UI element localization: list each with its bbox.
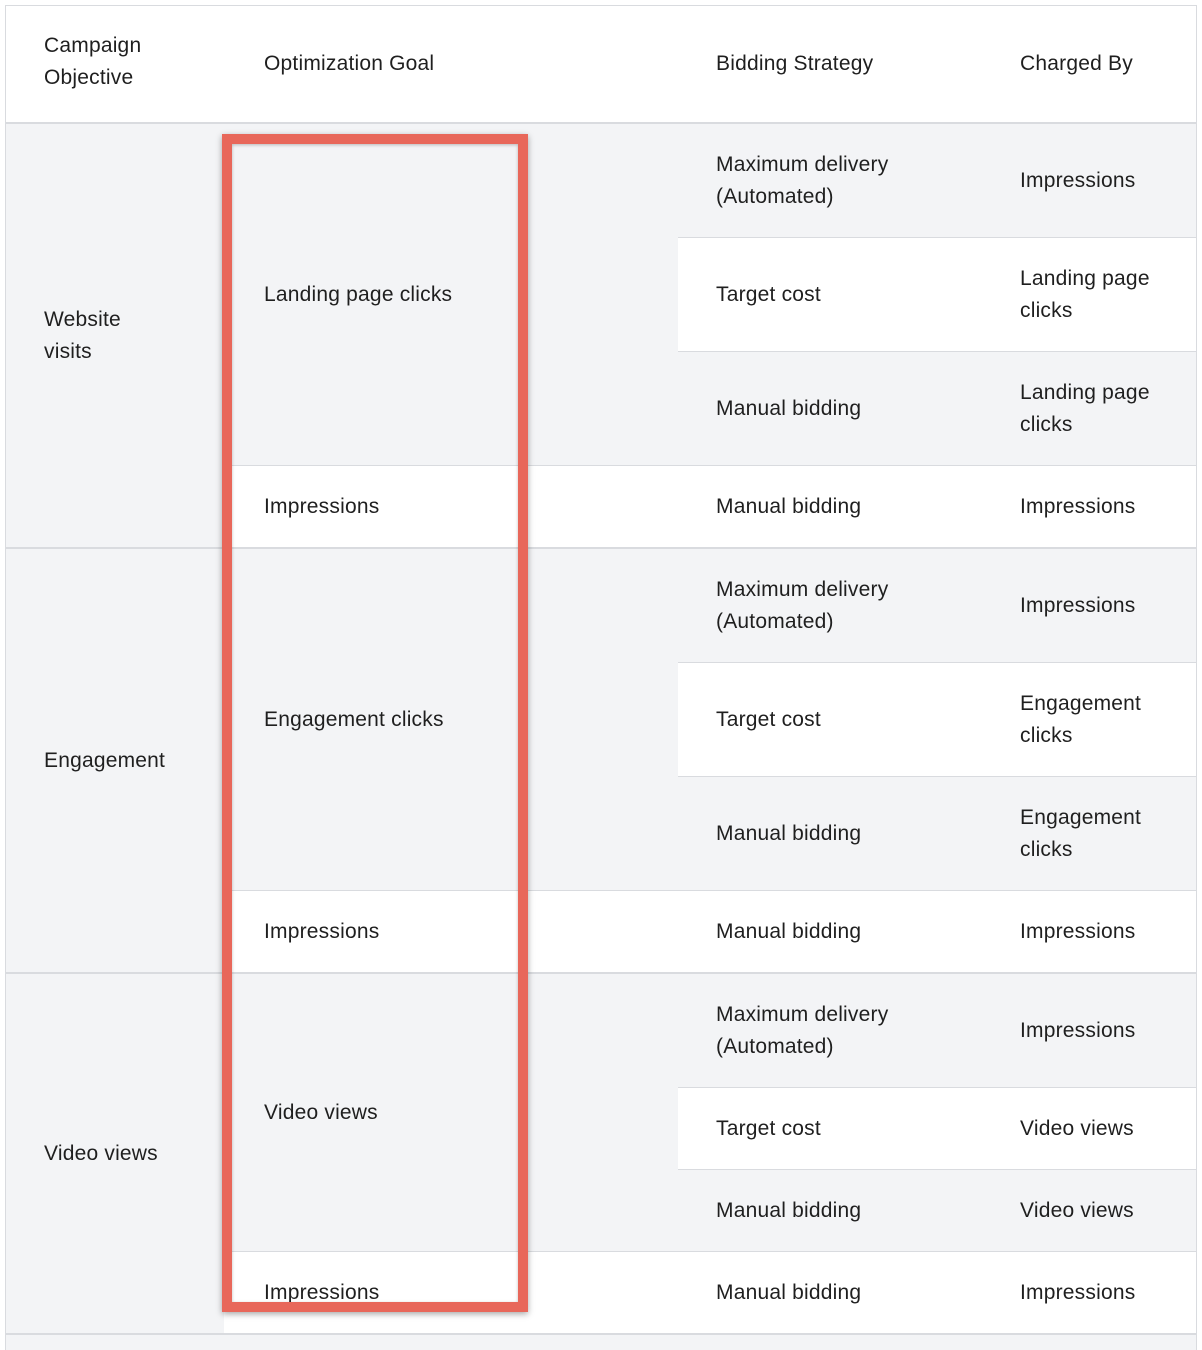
charged-by-cell-text: Engagement clicks (1020, 692, 1142, 747)
charged-by-cell (980, 549, 1196, 663)
charged-by-cell (980, 777, 1196, 891)
charged-by-cell (980, 466, 1196, 548)
charged-by-cell-text: Impressions (1020, 1019, 1136, 1042)
charged-by-cell-text: Impressions (1020, 594, 1136, 617)
optimization-goal-cell-text: Impressions (264, 495, 380, 518)
charged-by-cell (980, 663, 1196, 777)
bidding-strategy-cell (678, 1170, 980, 1252)
bidding-strategy-cell-text: Target cost (716, 283, 821, 306)
optimization-goal-cell (224, 974, 678, 1252)
bidding-strategy-cell-text: Maximum delivery (Automated) (716, 153, 889, 208)
bidding-strategy-cell (678, 238, 980, 352)
bidding-strategy-cell-text: Maximum delivery (Automated) (716, 1003, 889, 1058)
optimization-goal-cell (224, 466, 678, 548)
charged-by-cell-text: Video views (1020, 1199, 1134, 1222)
bidding-strategy-cell-text: Manual bidding (716, 822, 862, 845)
optimization-goal-cell-text: Video views (264, 1101, 378, 1124)
campaign-objective-cell-text: Website visits (44, 308, 121, 363)
charged-by-cell-text: Impressions (1020, 920, 1136, 943)
campaign-objective-cell-text: Video views (44, 1142, 158, 1165)
bidding-strategy-cell (678, 352, 980, 466)
charged-by-cell-text: Impressions (1020, 1281, 1136, 1304)
header-campaign-objective (6, 6, 224, 118)
charged-by-cell (980, 1170, 1196, 1252)
bidding-strategy-cell (678, 1252, 980, 1334)
optimization-goal-cell-text: Engagement clicks (264, 708, 444, 731)
charged-by-cell (980, 124, 1196, 238)
charged-by-cell (980, 238, 1196, 352)
bidding-strategy-cell (678, 549, 980, 663)
header-charged-by: Charged By (980, 6, 1196, 122)
charged-by-cell-text: Video views (1020, 1117, 1134, 1140)
bidding-strategy-cell (678, 974, 980, 1088)
charged-by-cell (980, 352, 1196, 466)
charged-by-cell-text: Impressions (1020, 495, 1136, 518)
bidding-strategy-cell-text: Maximum delivery (Automated) (716, 578, 889, 633)
bidding-strategy-cell-text: Manual bidding (716, 495, 862, 518)
optimization-goal-cell (224, 1252, 678, 1334)
bidding-strategy-cell-text: Manual bidding (716, 1199, 862, 1222)
header-campaign-objective-line1 (44, 30, 141, 94)
bidding-strategy-cell-text: Manual bidding (716, 397, 862, 420)
campaign-objective-cell (6, 549, 224, 973)
charged-by-cell (980, 1088, 1196, 1170)
bidding-strategy-cell (678, 1088, 980, 1170)
charged-by-cell-text: Impressions (1020, 169, 1136, 192)
table-bottom-strip (6, 1335, 1196, 1350)
optimization-goal-cell-text: Impressions (264, 1281, 380, 1304)
optimization-goal-cell (224, 891, 678, 973)
bidding-strategy-cell (678, 891, 980, 973)
bidding-strategy-cell (678, 663, 980, 777)
optimization-goal-cell (224, 549, 678, 891)
optimization-goal-cell (224, 124, 678, 466)
optimization-goal-cell-text: Impressions (264, 920, 380, 943)
campaign-objective-cell (6, 124, 224, 548)
header-bidding-strategy: Bidding Strategy (678, 6, 980, 122)
optimization-goal-cell-text: Landing page clicks (264, 283, 453, 306)
header-campaign-objective-text: Campaign (44, 34, 142, 57)
bidding-strategy-cell-text: Manual bidding (716, 1281, 862, 1304)
bidding-strategy-cell-text: Manual bidding (716, 920, 862, 943)
charged-by-cell (980, 891, 1196, 973)
charged-by-cell (980, 1252, 1196, 1334)
header-optimization-goal: Optimization Goal (224, 6, 678, 122)
charged-by-cell-text: Engagement clicks (1020, 806, 1142, 861)
charged-by-cell-text: Landing page clicks (1020, 267, 1150, 322)
campaign-objective-cell-text: Engagement (44, 749, 166, 772)
bidding-strategy-cell (678, 124, 980, 238)
bidding-strategy-cell (678, 466, 980, 548)
bidding-strategy-cell (678, 777, 980, 891)
charged-by-cell-text: Landing page clicks (1020, 381, 1150, 436)
charged-by-cell (980, 974, 1196, 1088)
bidding-strategy-cell-text: Target cost (716, 1117, 821, 1140)
bidding-strategy-cell-text: Target cost (716, 708, 821, 731)
campaign-objective-cell (6, 974, 224, 1334)
header-campaign-objective-text: Objective (44, 66, 134, 89)
